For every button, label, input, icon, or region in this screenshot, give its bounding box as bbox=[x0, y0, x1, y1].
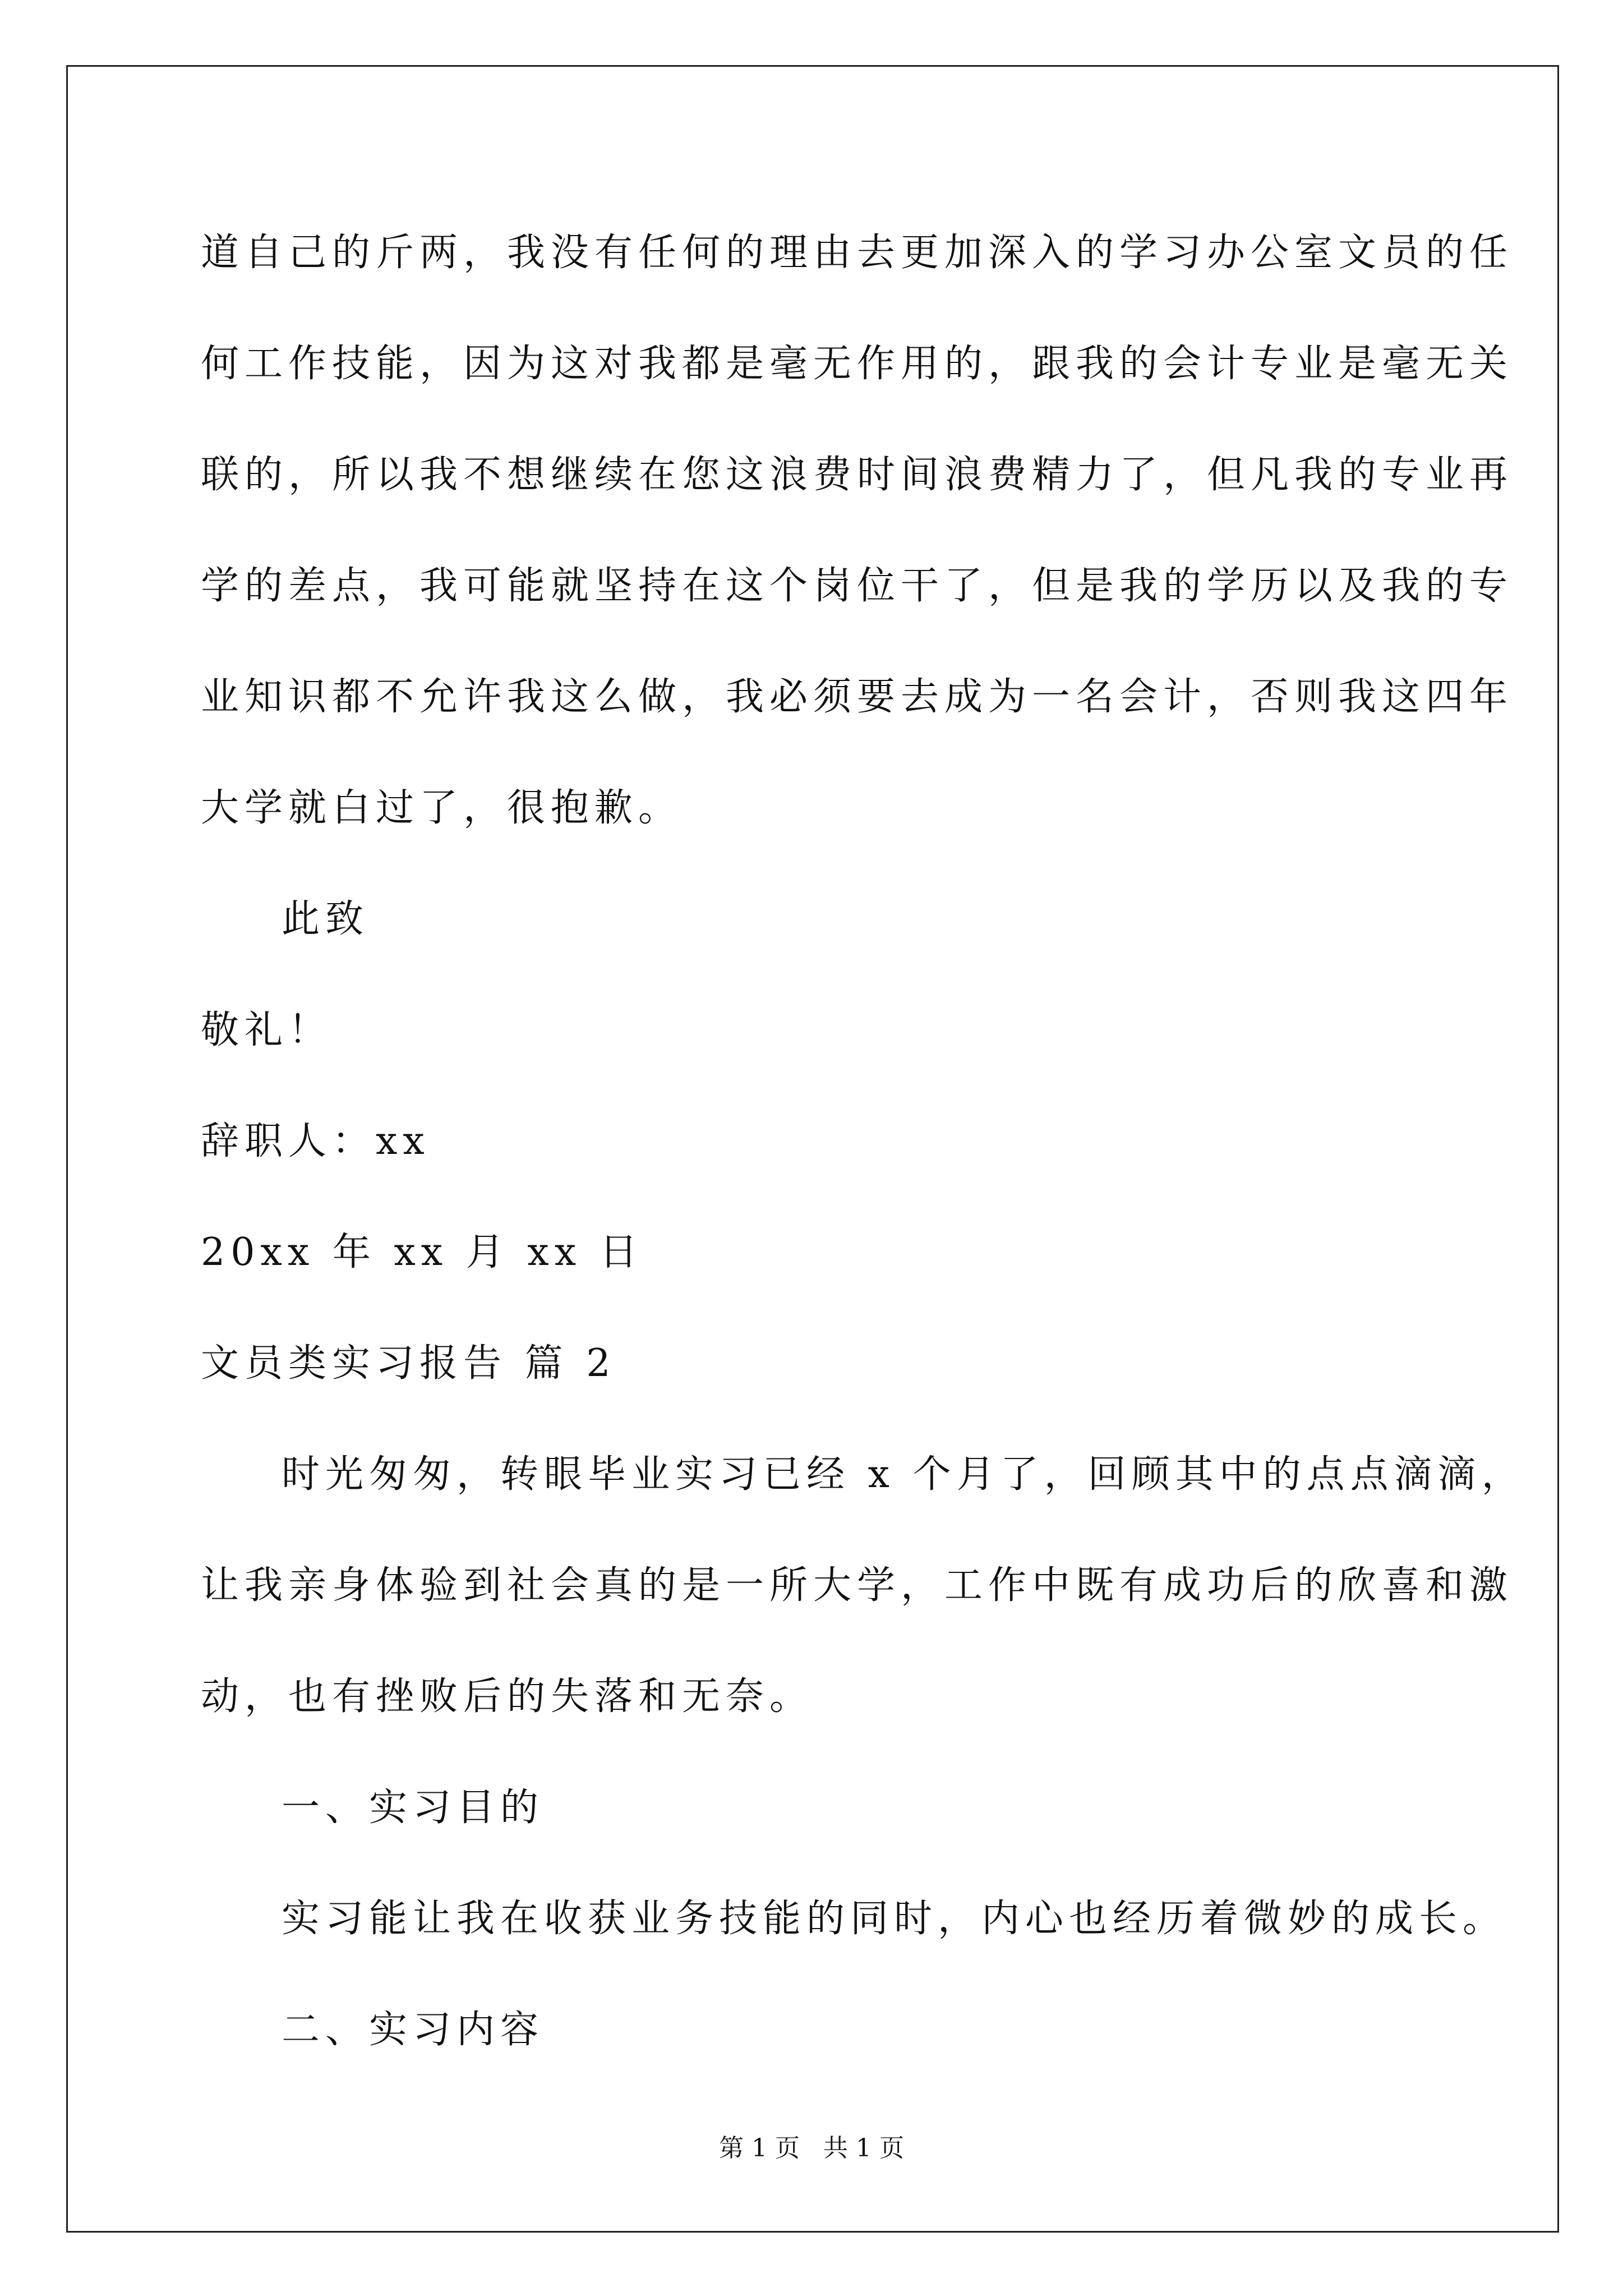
closing: 敬礼！ bbox=[201, 1008, 333, 1052]
text-line: 道自己的斤两，我没有任何的理由去更加深入的学习办公室文员的任 bbox=[201, 231, 1514, 275]
page-number-total: 共 1 页 bbox=[823, 2134, 904, 2162]
text-line: 大学就白过了，很抱歉。 bbox=[201, 786, 683, 830]
signature-name: 辞职人：xx bbox=[201, 1119, 430, 1163]
signature-date: 20xx 年 xx 月 xx 日 bbox=[201, 1230, 643, 1274]
page-number-current: 第 1 页 bbox=[719, 2134, 800, 2162]
section-title: 文员类实习报告 篇 2 bbox=[201, 1341, 616, 1386]
page-footer bbox=[0, 2132, 1623, 2165]
salutation: 此致 bbox=[282, 897, 370, 941]
heading-content: 二、实习内容 bbox=[282, 2008, 545, 2052]
text-line: 时光匆匆，转眼毕业实习已经 x 个月了，回顾其中的点点滴滴， bbox=[282, 1452, 1525, 1497]
text-line: 动，也有挫败后的失落和无奈。 bbox=[201, 1674, 814, 1719]
text-line: 何工作技能，因为这对我都是毫无作用的，跟我的会计专业是毫无关 bbox=[201, 342, 1514, 386]
text-line: 学的差点，我可能就坚持在这个岗位干了，但是我的学历以及我的专 bbox=[201, 564, 1514, 608]
text-line: 实习能让我在收获业务技能的同时，内心也经历着微妙的成长。 bbox=[282, 1897, 1507, 1941]
text-line: 让我亲身体验到社会真的是一所大学，工作中既有成功后的欣喜和激 bbox=[201, 1563, 1514, 1608]
text-line: 联的，所以我不想继续在您这浪费时间浪费精力了，但凡我的专业再 bbox=[201, 453, 1514, 497]
heading-purpose: 一、实习目的 bbox=[282, 1786, 545, 1830]
text-line: 业知识都不允许我这么做，我必须要去成为一名会计，否则我这四年 bbox=[201, 675, 1514, 719]
document-body bbox=[201, 197, 1525, 2086]
